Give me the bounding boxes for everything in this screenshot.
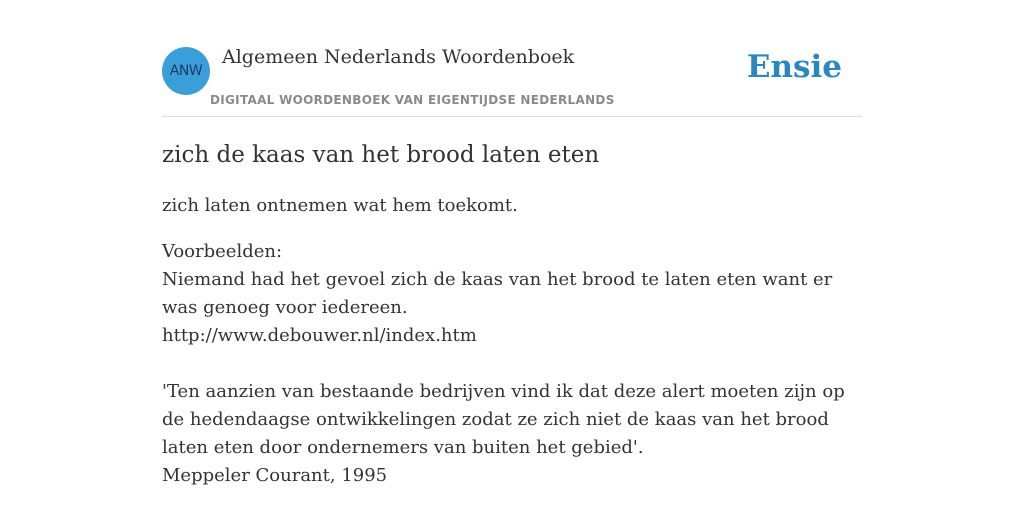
anw-logo[interactable] xyxy=(162,47,210,95)
site-subtitle: DIGITAAL WOORDENBOEK VAN EIGENTIJDSE NEDERLANDS xyxy=(210,93,615,107)
example-text: 'Ten aanzien van bestaande bedrijven vind ik dat deze alert moeten zijn op de hedendaagse ontwikkelingen zodat ze zich niet de kaas van het brood laten eten door ondernemers van buiten het gebied'. xyxy=(162,381,845,458)
examples-label: Voorbeelden: xyxy=(162,241,283,262)
example-source: Meppeler Courant, 1995 xyxy=(162,465,388,486)
ensie-logo[interactable]: Ensie xyxy=(746,49,842,85)
example-spacer xyxy=(162,350,862,378)
entry-content xyxy=(162,140,862,490)
site-title[interactable]: Algemeen Nederlands Woordenboek xyxy=(222,46,575,68)
example-source: http://www.debouwer.nl/index.htm xyxy=(162,325,477,346)
entry-definition: zich laten ontnemen wat hem toekomt. xyxy=(162,195,518,216)
examples-section xyxy=(162,238,862,490)
example-text: Niemand had het gevoel zich de kaas van het brood te laten eten want er was genoeg voor iedereen. xyxy=(162,269,833,318)
site-header xyxy=(162,40,862,117)
entry-term: zich de kaas van het brood laten eten xyxy=(162,142,600,168)
anw-logo-text: ANW xyxy=(169,63,203,79)
